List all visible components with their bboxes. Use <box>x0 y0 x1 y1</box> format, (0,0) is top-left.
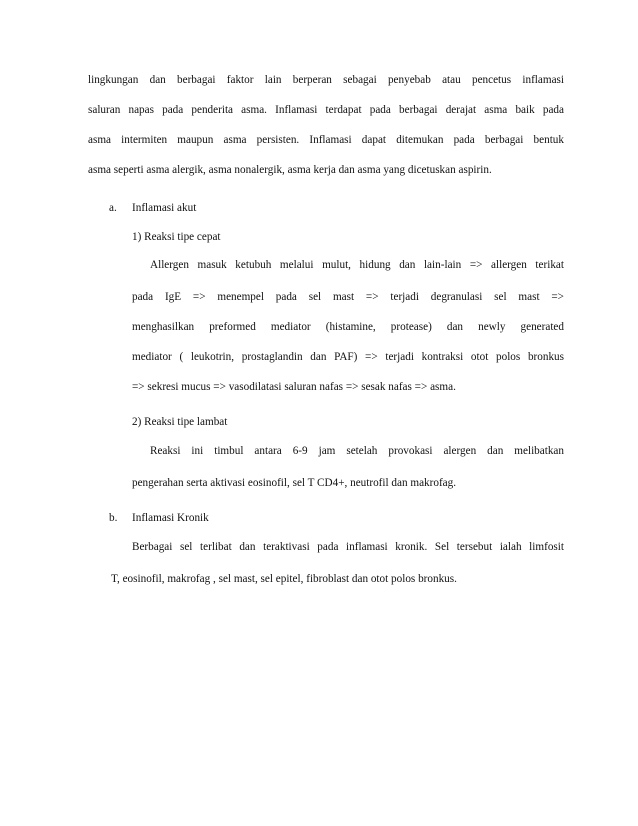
paragraph-line: => sekresi mucus => vasodilatasi saluran nafas => sesak nafas => asma. <box>132 381 456 393</box>
paragraph-line: Reaksi ini timbul antara 6-9 jam setelah provokasi alergen dan melibatkan <box>150 445 564 457</box>
section-a-title: Inflamasi akut <box>132 202 197 214</box>
paragraph-line: saluran napas pada penderita asma. Inflamasi terdapat pada berbagai derajat asma baik pada <box>88 104 564 116</box>
paragraph-line: T, eosinofil, makrofag , sel mast, sel epitel, fibroblast dan otot polos bronkus. <box>111 573 457 585</box>
paragraph-line: lingkungan dan berbagai faktor lain berperan sebagai penyebab atau pencetus inflamasi <box>88 74 564 86</box>
paragraph-line: mediator ( leukotrin, prostaglandin dan PAF) => terjadi kontraksi otot polos bronkus <box>132 351 564 363</box>
paragraph-line: Berbagai sel terlibat dan teraktivasi pada inflamasi kronik. Sel tersebut ialah limfosit <box>132 541 564 553</box>
subsection-2-heading: 2) Reaksi tipe lambat <box>132 416 228 428</box>
section-b-title: Inflamasi Kronik <box>132 512 209 524</box>
section-b-marker: b. <box>109 512 118 524</box>
section-a-marker: a. <box>109 202 117 214</box>
paragraph-line: menghasilkan preformed mediator (histamine, protease) dan newly generated <box>132 321 564 333</box>
paragraph-line: pengerahan serta aktivasi eosinofil, sel T CD4+, neutrofil dan makrofag. <box>132 477 457 489</box>
paragraph-line: asma intermiten maupun asma persisten. Inflamasi dapat ditemukan pada berbagai bentuk <box>88 134 564 146</box>
paragraph-line: asma seperti asma alergik, asma nonalergik, asma kerja dan asma yang dicetuskan aspirin. <box>88 164 492 176</box>
paragraph-line: Allergen masuk ketubuh melalui mulut, hidung dan lain-lain => allergen terikat <box>150 259 564 271</box>
subsection-1-heading: 1) Reaksi tipe cepat <box>132 231 221 243</box>
paragraph-line: pada IgE => menempel pada sel mast => terjadi degranulasi sel mast => <box>132 291 564 303</box>
